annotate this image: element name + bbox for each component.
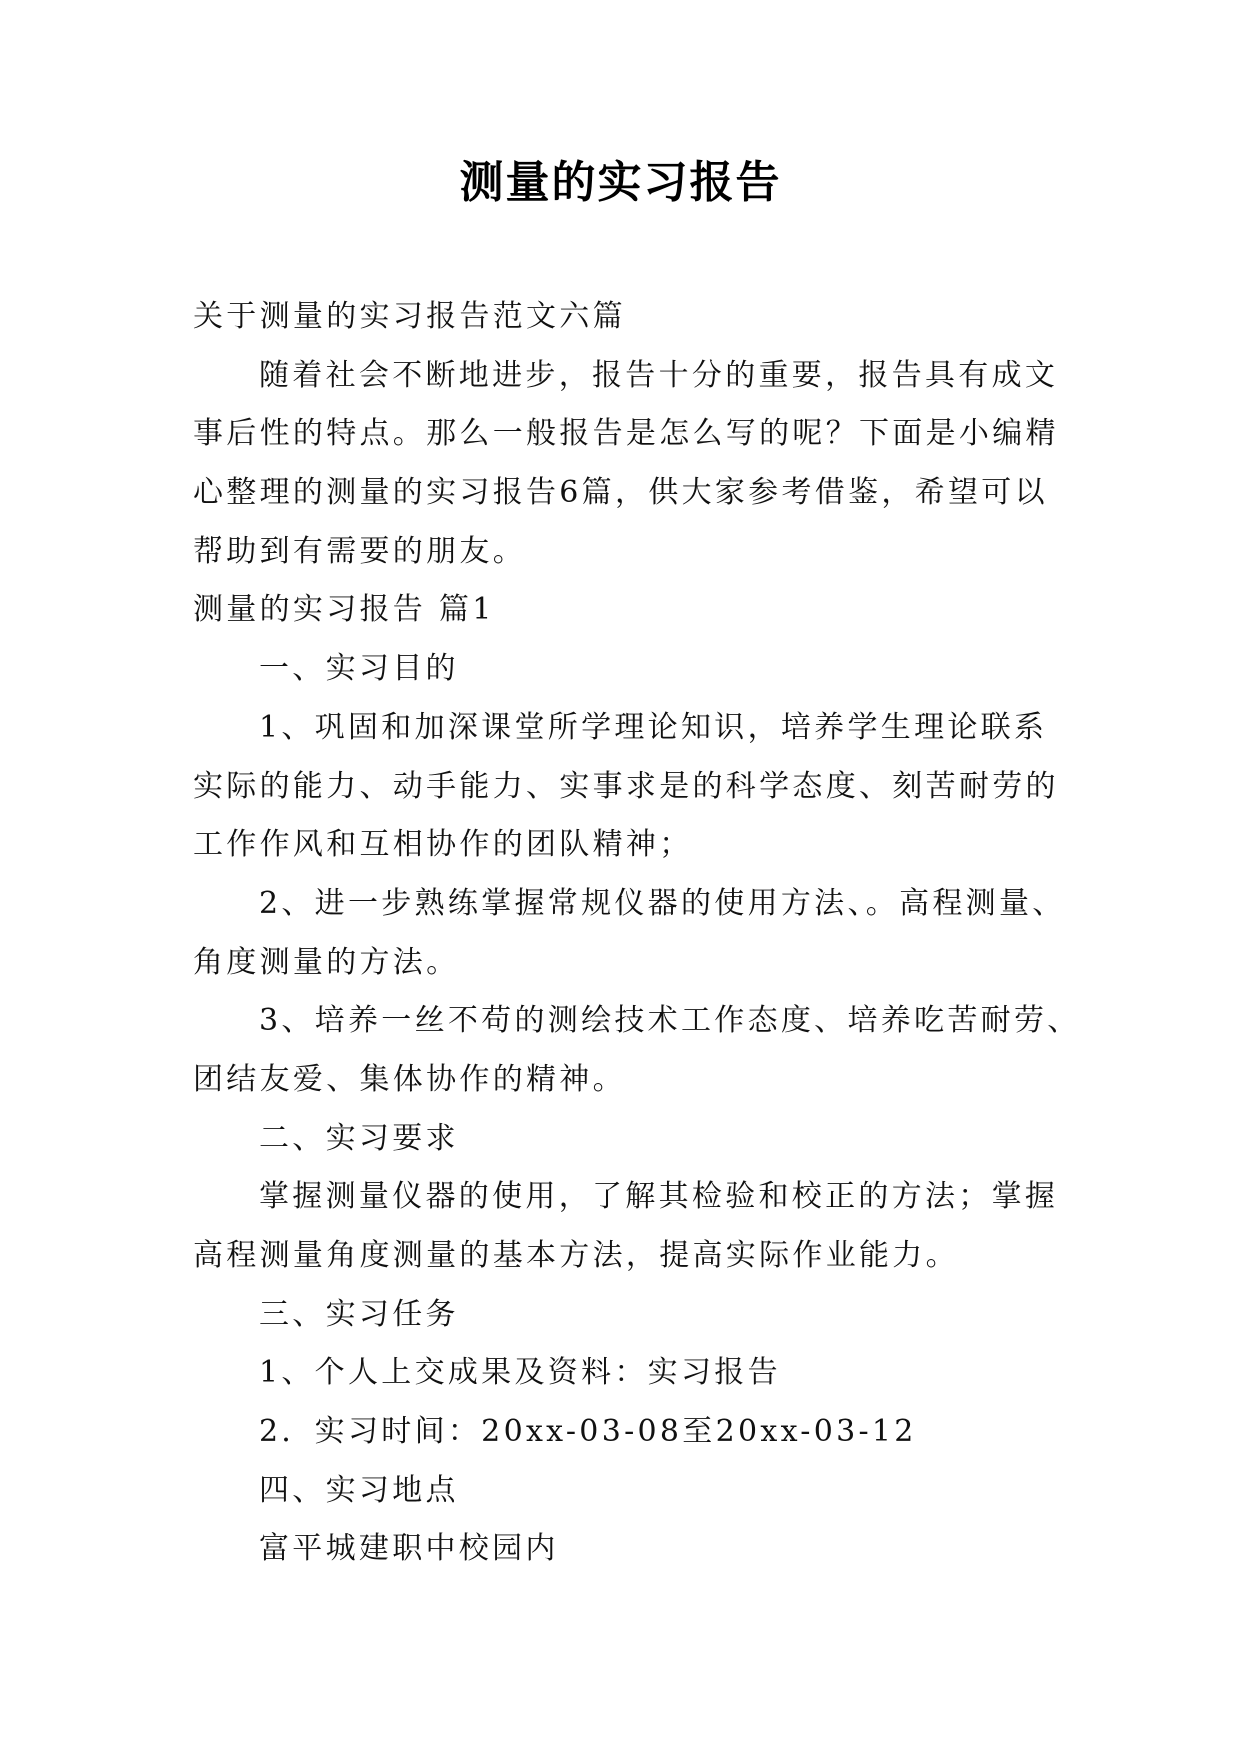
text-line: 高程测量角度测量的基本方法，提高实际作业能力。 [193,1238,959,1273]
section-heading [193,640,1193,699]
text-line: 3、培养一丝不苟的测绘技术工作态度、培养吃苦耐劳、 [259,1003,1081,1039]
paragraph [193,1344,1193,1403]
text-line: 帮助到有需要的朋友。 [193,533,526,569]
paragraph [193,875,1193,992]
paragraph [193,992,1193,1109]
text-line: 四、实习地点 [259,1472,459,1508]
paragraph [193,1403,1193,1462]
text-line: 1、巩固和加深课堂所学理论知识，培养学生理论联系 [259,709,1048,745]
document-subtitle [193,288,1193,347]
text-line: 工作作风和互相协作的团队精神； [193,827,693,863]
text-line: 2．实习时间：20xx-03-08至20xx-03-12 [259,1414,917,1450]
intro-paragraph [193,347,1193,582]
document-body [193,288,1193,1579]
text-line: 事后性的特点。那么一般报告是怎么写的呢？下面是小编精 [193,416,1059,452]
section-heading [193,1462,1193,1521]
article-heading [193,581,1193,640]
text-line: 一、实习目的 [259,651,459,687]
text-line: 三、实习任务 [259,1296,459,1332]
text-line: 团结友爱、集体协作的精神。 [193,1061,626,1097]
text-line: 实际的能力、动手能力、实事求是的科学态度、刻苦耐劳的 [193,768,1059,804]
text-line: 2、进一步熟练掌握常规仪器的使用方法、。高程测量、 [259,885,1066,921]
paragraph [193,1520,1193,1579]
text-line: 测量的实习报告 篇1 [193,592,495,628]
document-title: 测量的实习报告 [459,157,782,208]
paragraph [193,699,1193,875]
section-heading [193,1110,1193,1169]
text-line: 随着社会不断地进步，报告十分的重要，报告具有成文 [259,357,1059,393]
paragraph [193,1168,1193,1285]
text-line: 二、实习要求 [259,1120,459,1156]
text-line: 心整理的测量的实习报告6篇，供大家参考借鉴，希望可以 [193,475,1048,511]
text-line: 1、个人上交成果及资料：实习报告 [259,1355,781,1391]
text-line: 富平城建职中校园内 [259,1531,559,1567]
section-heading [193,1286,1193,1345]
text-line: 角度测量的方法。 [193,944,460,980]
text-line: 掌握测量仪器的使用，了解其检验和校正的方法；掌握 [259,1179,1059,1215]
text-line: 关于测量的实习报告范文六篇 [193,299,626,334]
